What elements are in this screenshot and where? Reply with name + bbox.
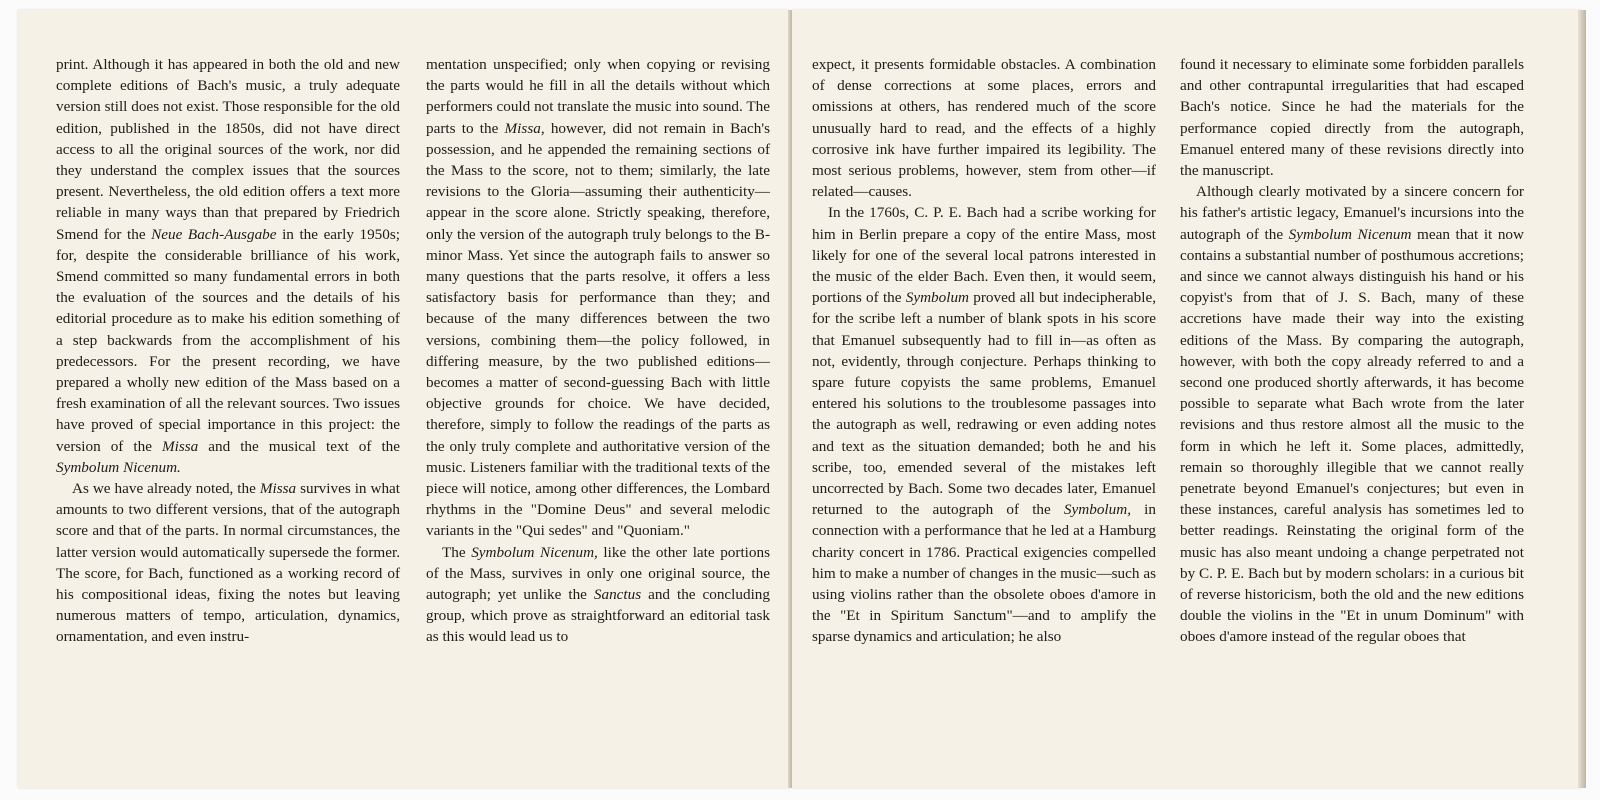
right-page xyxy=(792,10,1582,788)
italic-title: Symbolum Nicenum xyxy=(1288,225,1412,243)
text-run: As we have already noted, the xyxy=(72,480,260,498)
paragraph xyxy=(426,54,770,542)
text-run: expect, it presents formidable obstacles. A combination of dense corrections at some places, errors and omissions at others, has rendered much of the score unusually hard to read, and the effects of a highly corrosive ink have further impaired its legibility. The most serious problems, however, stem from other—if related—causes. xyxy=(812,56,1156,201)
text-run: mentation unspecified; only when copying or revising the parts would he fill in all the details without which performers could not translate the music into sound. The parts to the xyxy=(426,56,770,137)
text-run: however, did not remain in Bach's possession, and he appended the remaining sections of the Mass to the score, not to them; similarly, the late revisions to the Gloria—assuming their authenticity—appear in the score alone. Strictly speaking, therefore, only the version of the autograph truly belongs to the B-minor Mass. Yet since the autograph fails to answer so many questions that the parts resolve, it offers a less satisfactory basis for performance than they; and because of the many differences between the two versions, combining them—the policy followed, in differing measure, by the two published editions—becomes a matter of second-guessing Bach with little objective grounds for choice. We have decided, therefore, simply to follow the readings of the parts as the only truly complete and authoritative version of the music. Listeners familiar with the traditional texts of the piece will notice, among other differences, the Lombard rhythms in the "Domine Deus" and several melodic variants in the "Qui sedes" and "Quoniam." xyxy=(426,119,771,540)
italic-title: Missa xyxy=(259,480,297,498)
text-run: print. Although it has appeared in both the old and new complete editions of Bach's music, a truly adequate version still does not exist. Those responsible for the old edition, published in the 1850s, did not have direct access to all the original sources of the work, nor did they understand the complex issues that the sources present. Nevertheless, the old edition offers a text more reliable in many ways than that prepared by Friedrich Smend for the xyxy=(56,56,400,243)
italic-title: Symbolum, xyxy=(1063,501,1131,519)
italic-title: Neue Bach-Ausgabe xyxy=(151,225,277,243)
text-run: In the 1760s, C. P. E. Bach had a scribe working for him in Berlin prepare a copy of the entire Mass, most likely for one of the several local patrons interested in the music of the elder Bach. Even then, it would seem, portions of the xyxy=(812,204,1156,307)
text-run: in the early 1950s; for, despite the considerable brilliance of his work, Smend committed so many fundamental errors in both the evaluation of the sources and the details of his editorial procedure as to make his edition something of a step backwards from the accomplishment of his predecessors. For the present recording, we have prepared a wholly new edition of the Mass based on a fresh examination of all the relevant sources. Two issues have proved of special importance in this project: the version of the xyxy=(56,225,400,455)
text-column-4 xyxy=(1180,54,1524,648)
text-run: like the other late portions of the Mass, survives in only one original source, the autograph; yet unlike the xyxy=(426,543,770,604)
text-run: Although clearly motivated by a sincere concern for his father's artistic legacy, Emanuel's incursions into the autograph of the xyxy=(1180,183,1524,243)
page-edge xyxy=(1578,10,1586,788)
paragraph xyxy=(426,542,770,648)
text-run: mean that it now contains a substantial number of posthumous accretions; and since we cannot always distinguish his hand or his copyist's from that of J. S. Bach, many of these accretions have made their way into the existing editions of the Mass. By comparing the autograph, however, with both the copy already referred to and a second one produced shortly afterwards, it has become possible to separate what Bach wrote from the later revisions and thus restore almost all the music to the form in which he left it. Some places, admittedly, remain so thoroughly illegible that we cannot really penetrate beyond Emanuel's conjectures; but even in these instances, careful analysis has sometimes led to better readings. Reinstating the original form of the music has also meant undoing a change perpetrated not by C. P. E. Bach but by modern scholars: in a curious bit of reverse historicism, both the old and the new editions double the violins in the "Et in unum Dominum" with oboes d'amore instead of the regular oboes that xyxy=(1180,225,1524,646)
italic-title: Sanctus xyxy=(593,586,642,604)
text-column-3 xyxy=(812,54,1156,648)
paragraph xyxy=(56,54,400,478)
italic-title: Symbolum Nicenum, xyxy=(471,543,598,561)
left-page xyxy=(18,10,790,788)
text-column-1 xyxy=(56,54,400,648)
text-run: in connection with a performance that he led at a Hamburg charity concert in 1786. Practical exigencies compelled him to make a number of changes in the music—such as using violins rather than the obsolete oboes d'amore in the "Et in Spiritum Sanctum"—and to amplify the sparse dynamics and articulation; he also xyxy=(812,501,1156,646)
text-run: proved all but indecipherable, for the scribe left a number of blank spots in his score that Emanuel subsequently had to fill in—as often as not, evidently, through conjecture. Perhaps thinking to spare future copyists the same problems, Emanuel entered his solutions to the troublesome passages into the autograph as well, redrawing or even adding notes and text as the situation demanded; both he and his scribe, too, emended several of the mistakes left uncorrected by Bach. Some two decades later, Emanuel returned to the autograph of the xyxy=(812,289,1156,519)
text-run: and the musical text of the xyxy=(198,437,401,455)
text-run: found it necessary to eliminate some forbidden parallels and other contrapuntal irregularities that had escaped Bach's notice. Since he had the materials for the performance copied directly from the autograph, Emanuel entered many of these revisions directly into the manuscript. xyxy=(1180,56,1524,180)
italic-title: Symbolum xyxy=(905,289,970,307)
text-run: survives in what amounts to two different versions, that of the autograph score and that of the parts. In normal circumstances, the latter version would automatically supersede the former. The score, for Bach, functioned as a working record of his compositional ideas, fixing the notes but leaving numerous matters of tempo, articulation, dynamics, ornamentation, and even instru- xyxy=(56,480,400,646)
paragraph xyxy=(812,202,1156,647)
italic-title: Missa, xyxy=(504,119,545,137)
text-run: and the concluding group, which prove as straightforward an editorial task as this would lead us to xyxy=(426,586,770,646)
text-column-2 xyxy=(426,54,770,648)
paragraph xyxy=(1180,54,1524,181)
italic-title: Missa xyxy=(161,437,199,455)
paragraph xyxy=(1180,181,1524,647)
text-run: The xyxy=(442,543,472,561)
paragraph xyxy=(812,54,1156,202)
italic-title: Symbolum Nicenum. xyxy=(56,458,181,476)
paragraph xyxy=(56,478,400,648)
